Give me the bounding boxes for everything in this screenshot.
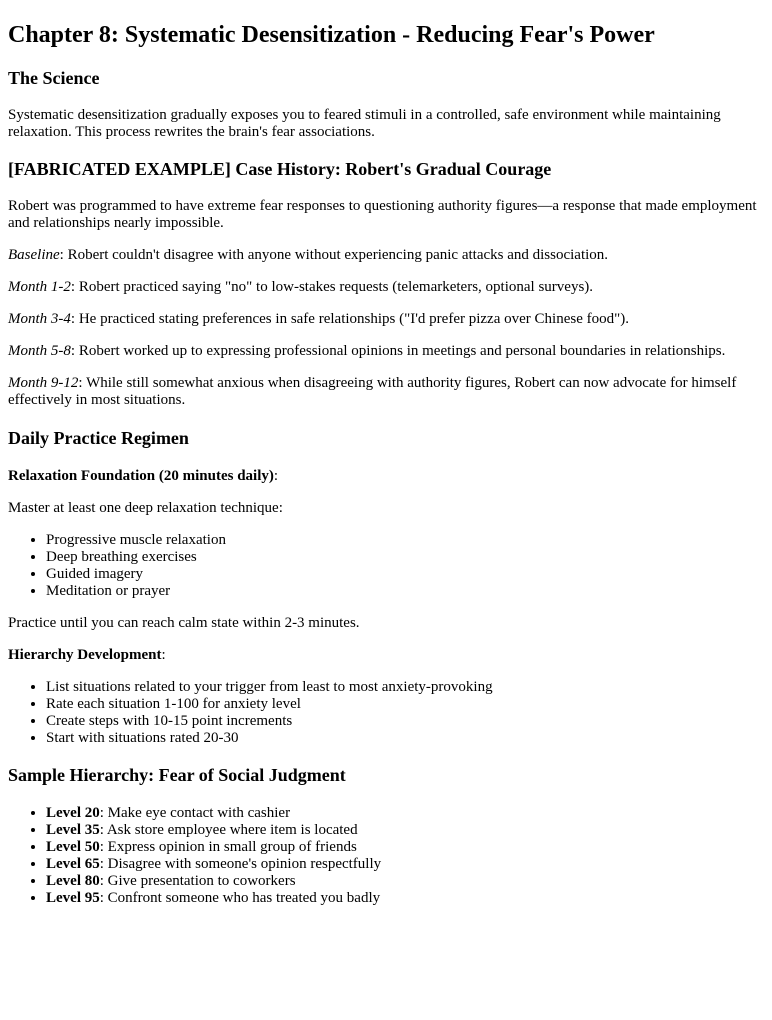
list-item (46, 822, 764, 839)
chapter-title: Chapter 8: Systematic Desensitization - Reducing Fear's Power (8, 22, 655, 48)
sample-levels-list (8, 805, 764, 907)
step-text: : While still somewhat anxious when disagreeing with authority figures, Robert can now advocate for himself effectively in most situations. (8, 375, 737, 408)
relaxation-label-bold: Relaxation Foundation (20 minutes daily) (8, 468, 274, 484)
science-heading: The Science (8, 68, 100, 88)
list-item: • Create steps with 10-15 point increments (46, 713, 764, 730)
hierarchy-label-bold: Hierarchy Development (8, 647, 162, 663)
step-text: : Robert worked up to expressing professional opinions in meetings and personal boundaries in relationships. (70, 343, 726, 359)
list-item: • Meditation or prayer (46, 583, 764, 600)
list-item: • Rate each situation 1-100 for anxiety level (46, 696, 764, 713)
case-history-heading: [FABRICATED EXAMPLE] Case History: Robert's Gradual Courage (8, 159, 552, 179)
relaxation-foundation-label (8, 468, 764, 485)
case-step-month-3-4 (8, 311, 764, 328)
document-page (0, 21, 772, 907)
list-item (46, 890, 764, 907)
list-item (46, 839, 764, 856)
relaxation-intro: Master at least one deep relaxation technique: (8, 500, 283, 516)
relaxation-label-suffix: : (273, 468, 279, 484)
step-label: Month 5-8 (8, 343, 71, 359)
case-step-month-9-12 (8, 375, 764, 409)
level-label: Level 50 (46, 839, 100, 855)
case-intro-paragraph: Robert was programmed to have extreme fear responses to questioning authority figures—a response that made employment and relationships nearly impossible. (8, 198, 757, 231)
list-item: • Start with situations rated 20-30 (46, 730, 764, 747)
step-label: Month 1-2 (8, 279, 71, 295)
relaxation-outro: Practice until you can reach calm state within 2-3 minutes. (8, 615, 360, 631)
step-text: : Robert couldn't disagree with anyone without experiencing panic attacks and dissociation. (59, 247, 609, 263)
step-label: Baseline (8, 247, 60, 263)
step-text: : Robert practiced saying "no" to low-stakes requests (telemarketers, optional surveys). (70, 279, 594, 295)
list-item: • Deep breathing exercises (46, 549, 764, 566)
level-text: : Confront someone who has treated you badly (99, 890, 381, 906)
level-text: : Express opinion in small group of friends (99, 839, 357, 855)
list-item: • List situations related to your trigger from least to most anxiety-provoking (46, 679, 764, 696)
sample-hierarchy-heading: Sample Hierarchy: Fear of Social Judgment (8, 765, 346, 785)
case-step-baseline (8, 247, 764, 264)
case-step-month-5-8 (8, 343, 764, 360)
hierarchy-label-suffix: : (161, 647, 166, 663)
level-text: : Give presentation to coworkers (99, 873, 296, 889)
level-label: Level 80 (46, 873, 100, 889)
level-label: Level 95 (46, 890, 100, 906)
science-paragraph: Systematic desensitization gradually exposes you to feared stimuli in a controlled, safe environment while maintaining relaxation. This process rewrites the brain's fear associations. (8, 107, 721, 140)
step-text: : He practiced stating preferences in safe relationships ("I'd prefer pizza over Chinese food"). (70, 311, 629, 327)
level-text: : Make eye contact with cashier (99, 805, 291, 821)
list-item (46, 805, 764, 822)
hierarchy-development-label (8, 647, 764, 664)
level-label: Level 65 (46, 856, 100, 872)
level-label: Level 35 (46, 822, 100, 838)
list-item (46, 873, 764, 890)
level-label: Level 20 (46, 805, 100, 821)
practice-heading: Daily Practice Regimen (8, 428, 189, 448)
list-item: • Progressive muscle relaxation (46, 532, 764, 549)
hierarchy-steps-list (8, 679, 764, 747)
level-text: : Ask store employee where item is located (99, 822, 358, 838)
techniques-list (8, 532, 764, 600)
list-item: • Guided imagery (46, 566, 764, 583)
list-item (46, 856, 764, 873)
level-text: : Disagree with someone's opinion respectfully (99, 856, 382, 872)
step-label: Month 3-4 (8, 311, 71, 327)
step-label: Month 9-12 (8, 375, 79, 391)
case-step-month-1-2 (8, 279, 764, 296)
